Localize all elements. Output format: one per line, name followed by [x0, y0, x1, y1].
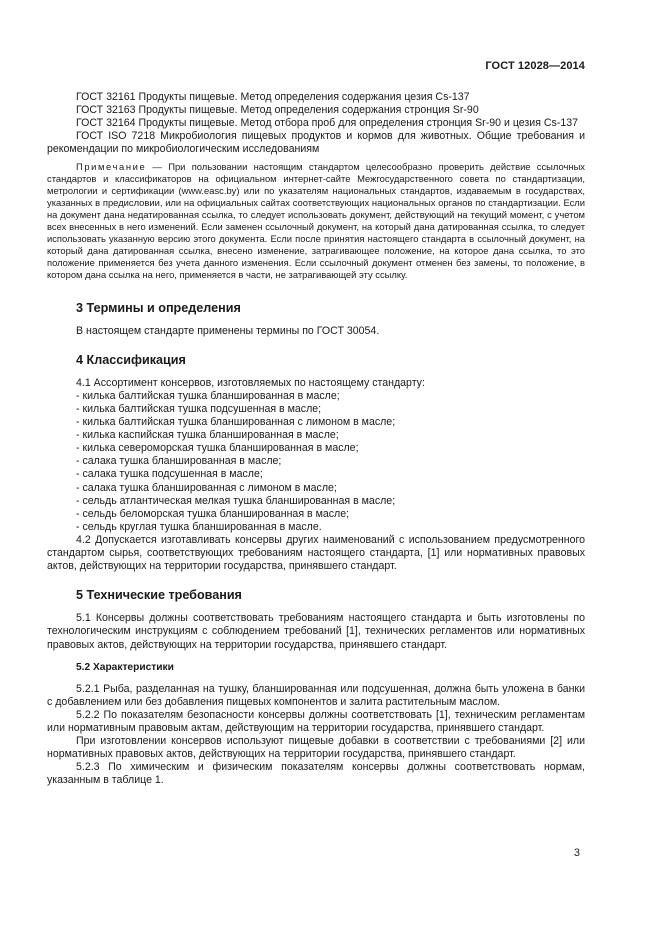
note-block [47, 161, 585, 280]
list-item: - сельдь беломорская тушка бланшированная в масле; [76, 507, 350, 520]
section-4-heading: 4 Классификация [76, 352, 186, 367]
page-body [47, 91, 585, 787]
section-3-heading: 3 Термины и определения [76, 300, 241, 315]
list-item: - салака тушка бланшированная с лимоном в масле; [76, 481, 337, 494]
list-item: - килька балтийская тушка бланшированная в масле; [76, 389, 340, 402]
clause-5-2-3: 5.2.3 По химическим и физическим показателям консервы должны соответствовать нормам, указанным в таблице 1. [47, 761, 585, 787]
section-5-heading: 5 Технические требования [76, 588, 242, 603]
clause-4-1: 4.1 Ассортимент консервов, изготовляемых по настоящему стандарту: [76, 376, 425, 389]
section-3-text: В настоящем стандарте применены термины по ГОСТ 30054. [76, 324, 380, 337]
reference-entry: ГОСТ 32163 Продукты пищевые. Метод определения содержания стронция Sr-90 [76, 104, 479, 117]
note-dash: — [146, 161, 169, 173]
reference-entry: ГОСТ ISO 7218 Микробиология пищевых продуктов и кормов для животных. Общие требования и рекомендации по микробиологическим исследованиям [47, 130, 585, 156]
assortment-list [47, 390, 585, 534]
standard-code: ГОСТ 12028—2014 [485, 60, 585, 72]
clause-5-2-heading: 5.2 Характеристики [76, 661, 174, 673]
list-item: - салака тушка бланшированная в масле; [76, 455, 282, 468]
list-item: - килька североморская тушка бланшированная в масле; [76, 442, 359, 455]
list-item: - салака тушка подсушенная в масле; [76, 468, 263, 481]
clause-4-2: 4.2 Допускается изготавливать консервы других наименований с использованием предусмотренного стандартом сырья, соответствующих требованиям настоящего стандарта, [1] или нормативных правовых актов, действующих на территории государства, принявшего стандарт. [47, 533, 585, 573]
clause-5-1: 5.1 Консервы должны соответствовать требованиям настоящего стандарта и быть изготовлены по технологическим инструкциям с соблюдением требований [1], технических регламентов или нормативных правовых актов, действующих на территории государства, принявшего стандарт. [47, 612, 585, 651]
list-item: - килька балтийская тушка бланшированная с лимоном в масле; [76, 416, 396, 429]
list-item: - сельдь атлантическая мелкая тушка бланшированная в масле; [76, 494, 396, 507]
list-item: - сельдь круглая тушка бланшированная в масле. [76, 520, 322, 533]
note-label: Примечание [76, 161, 147, 173]
page-number: 3 [573, 847, 580, 859]
list-item: - килька каспийская тушка бланшированная в масле; [76, 429, 339, 442]
clause-5-2-1: 5.2.1 Рыба, разделанная на тушку, бланшированная или подсушенная, должна быть уложена в банки с добавлением или без добавления пищевых компонентов и залита растительным маслом. [47, 682, 585, 708]
note-text: При пользовании настоящим стандартом целесообразно проверить действие ссылочных стандартов и классификаторов на официальном интернет-сайте Межгосударственного совета по стандартизации, метрологии и сертификации (www.easc.by) или по указателям национальных стандартов, издаваемым в государствах, указанных в предисловии, или на официальных сайтах соответствующих национальных органов по стандартизации. Если на документ дана недатированная ссылка, то следует использовать документ, действующий на текущий момент, с учетом всех внесенных в него изменений. Если заменен ссылочный документ, на который дана датированная ссылка, то следует использовать указанную версию этого документа. Если после принятия настоящего стандарта в ссылочный документ, на который дана датированная ссылка, внесено изменение, затрагивающее положение, на которое дана ссылка, то это положение применяется без учета данного изменения. Если ссылочный документ отменен без замены, то положение, в котором дана ссылка на него, применяется в части, не затрагивающей эту ссылку. [47, 161, 585, 280]
clause-5-2-2-additives: При изготовлении консервов используют пищевые добавки в соответствии с требованиями [2] или нормативных правовых актов, действующих на территории государства, принявшего стандарт. [47, 735, 585, 761]
reference-entry: ГОСТ 32164 Продукты пищевые. Метод отбора проб для определения стронция Sr-90 и цезия Cs-137 [76, 117, 579, 130]
list-item: - килька балтийская тушка подсушенная в масле; [76, 403, 322, 415]
reference-entry: ГОСТ 32161 Продукты пищевые. Метод определения содержания цезия Cs-137 [76, 91, 470, 103]
clause-5-2-2: 5.2.2 По показателям безопасности консервы должны соответствовать [1], техническим регламентам или нормативным правовым актам, действующим на территории государства, принявшего стандарт. [47, 708, 585, 734]
